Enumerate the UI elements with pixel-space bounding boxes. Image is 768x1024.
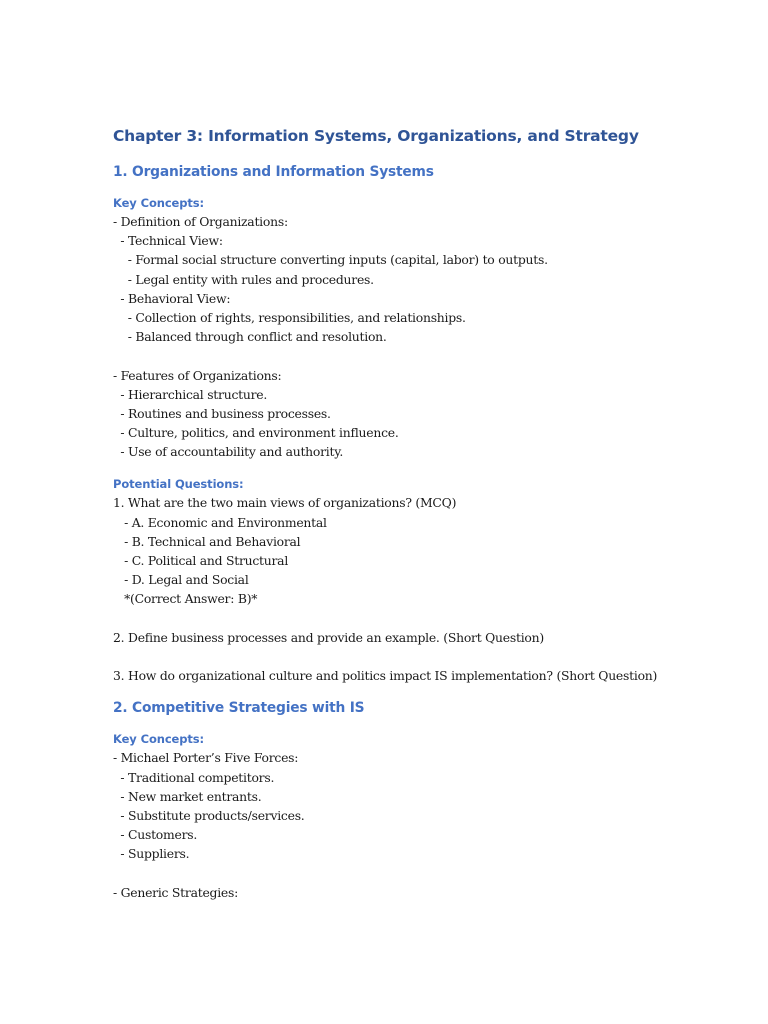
potential-questions-list <box>113 493 733 685</box>
text-line: - Routines and business processes. <box>113 405 331 421</box>
text-line: - Collection of rights, responsibilities, and relationships. <box>113 309 466 325</box>
text-line: - Balanced through conflict and resolution. <box>113 329 387 345</box>
chapter-title: Chapter 3: Information Systems, Organizations, and Strategy <box>113 127 639 145</box>
text-line: - B. Technical and Behavioral <box>113 533 301 549</box>
key-concepts-list <box>113 748 733 902</box>
text-line: - C. Political and Structural <box>113 553 289 568</box>
text-line: 2. Define business processes and provide an example. (Short Question) <box>113 629 544 645</box>
text-line: - Technical View: <box>113 233 223 249</box>
text-line <box>113 647 733 666</box>
text-line: - Traditional competitors. <box>113 769 275 785</box>
text-line: - Culture, politics, and environment influence. <box>113 425 399 441</box>
text-line: - Suppliers. <box>113 846 190 862</box>
text-line: - Generic Strategies: <box>113 884 239 900</box>
text-line: - Definition of Organizations: <box>113 214 288 229</box>
text-line: 3. How do organizational culture and politics impact IS implementation? (Short Question) <box>113 668 658 684</box>
key-concepts-list <box>113 212 733 461</box>
text-line <box>113 609 733 628</box>
text-line: - Substitute products/services. <box>113 807 305 823</box>
text-line: - Michael Porter’s Five Forces: <box>113 750 299 766</box>
text-line: - A. Economic and Environmental <box>113 514 327 530</box>
key-concepts-label: Key Concepts: <box>113 196 205 210</box>
section-heading-organizations: 1. Organizations and Information Systems <box>113 164 434 180</box>
text-line <box>113 863 733 882</box>
text-line: - Customers. <box>113 827 198 843</box>
text-line: - Use of accountability and authority. <box>113 444 344 460</box>
text-line: - D. Legal and Social <box>113 572 249 588</box>
text-line: *(Correct Answer: B)* <box>113 591 258 607</box>
text-line <box>113 346 733 365</box>
potential-questions-label: Potential Questions: <box>113 477 244 492</box>
text-line: - Hierarchical structure. <box>113 386 268 402</box>
document-page <box>113 124 733 902</box>
text-line: - Formal social structure converting inputs (capital, labor) to outputs. <box>113 252 548 268</box>
text-line: - Legal entity with rules and procedures. <box>113 271 374 287</box>
text-line: 1. What are the two main views of organizations? (MCQ) <box>113 495 457 511</box>
text-line: - Features of Organizations: <box>113 367 282 383</box>
section-heading-competitive-strategies: 2. Competitive Strategies with IS <box>113 700 365 717</box>
text-line: - New market entrants. <box>113 788 262 804</box>
text-line: - Behavioral View: <box>113 290 231 306</box>
key-concepts-label: Key Concepts: <box>113 732 205 747</box>
